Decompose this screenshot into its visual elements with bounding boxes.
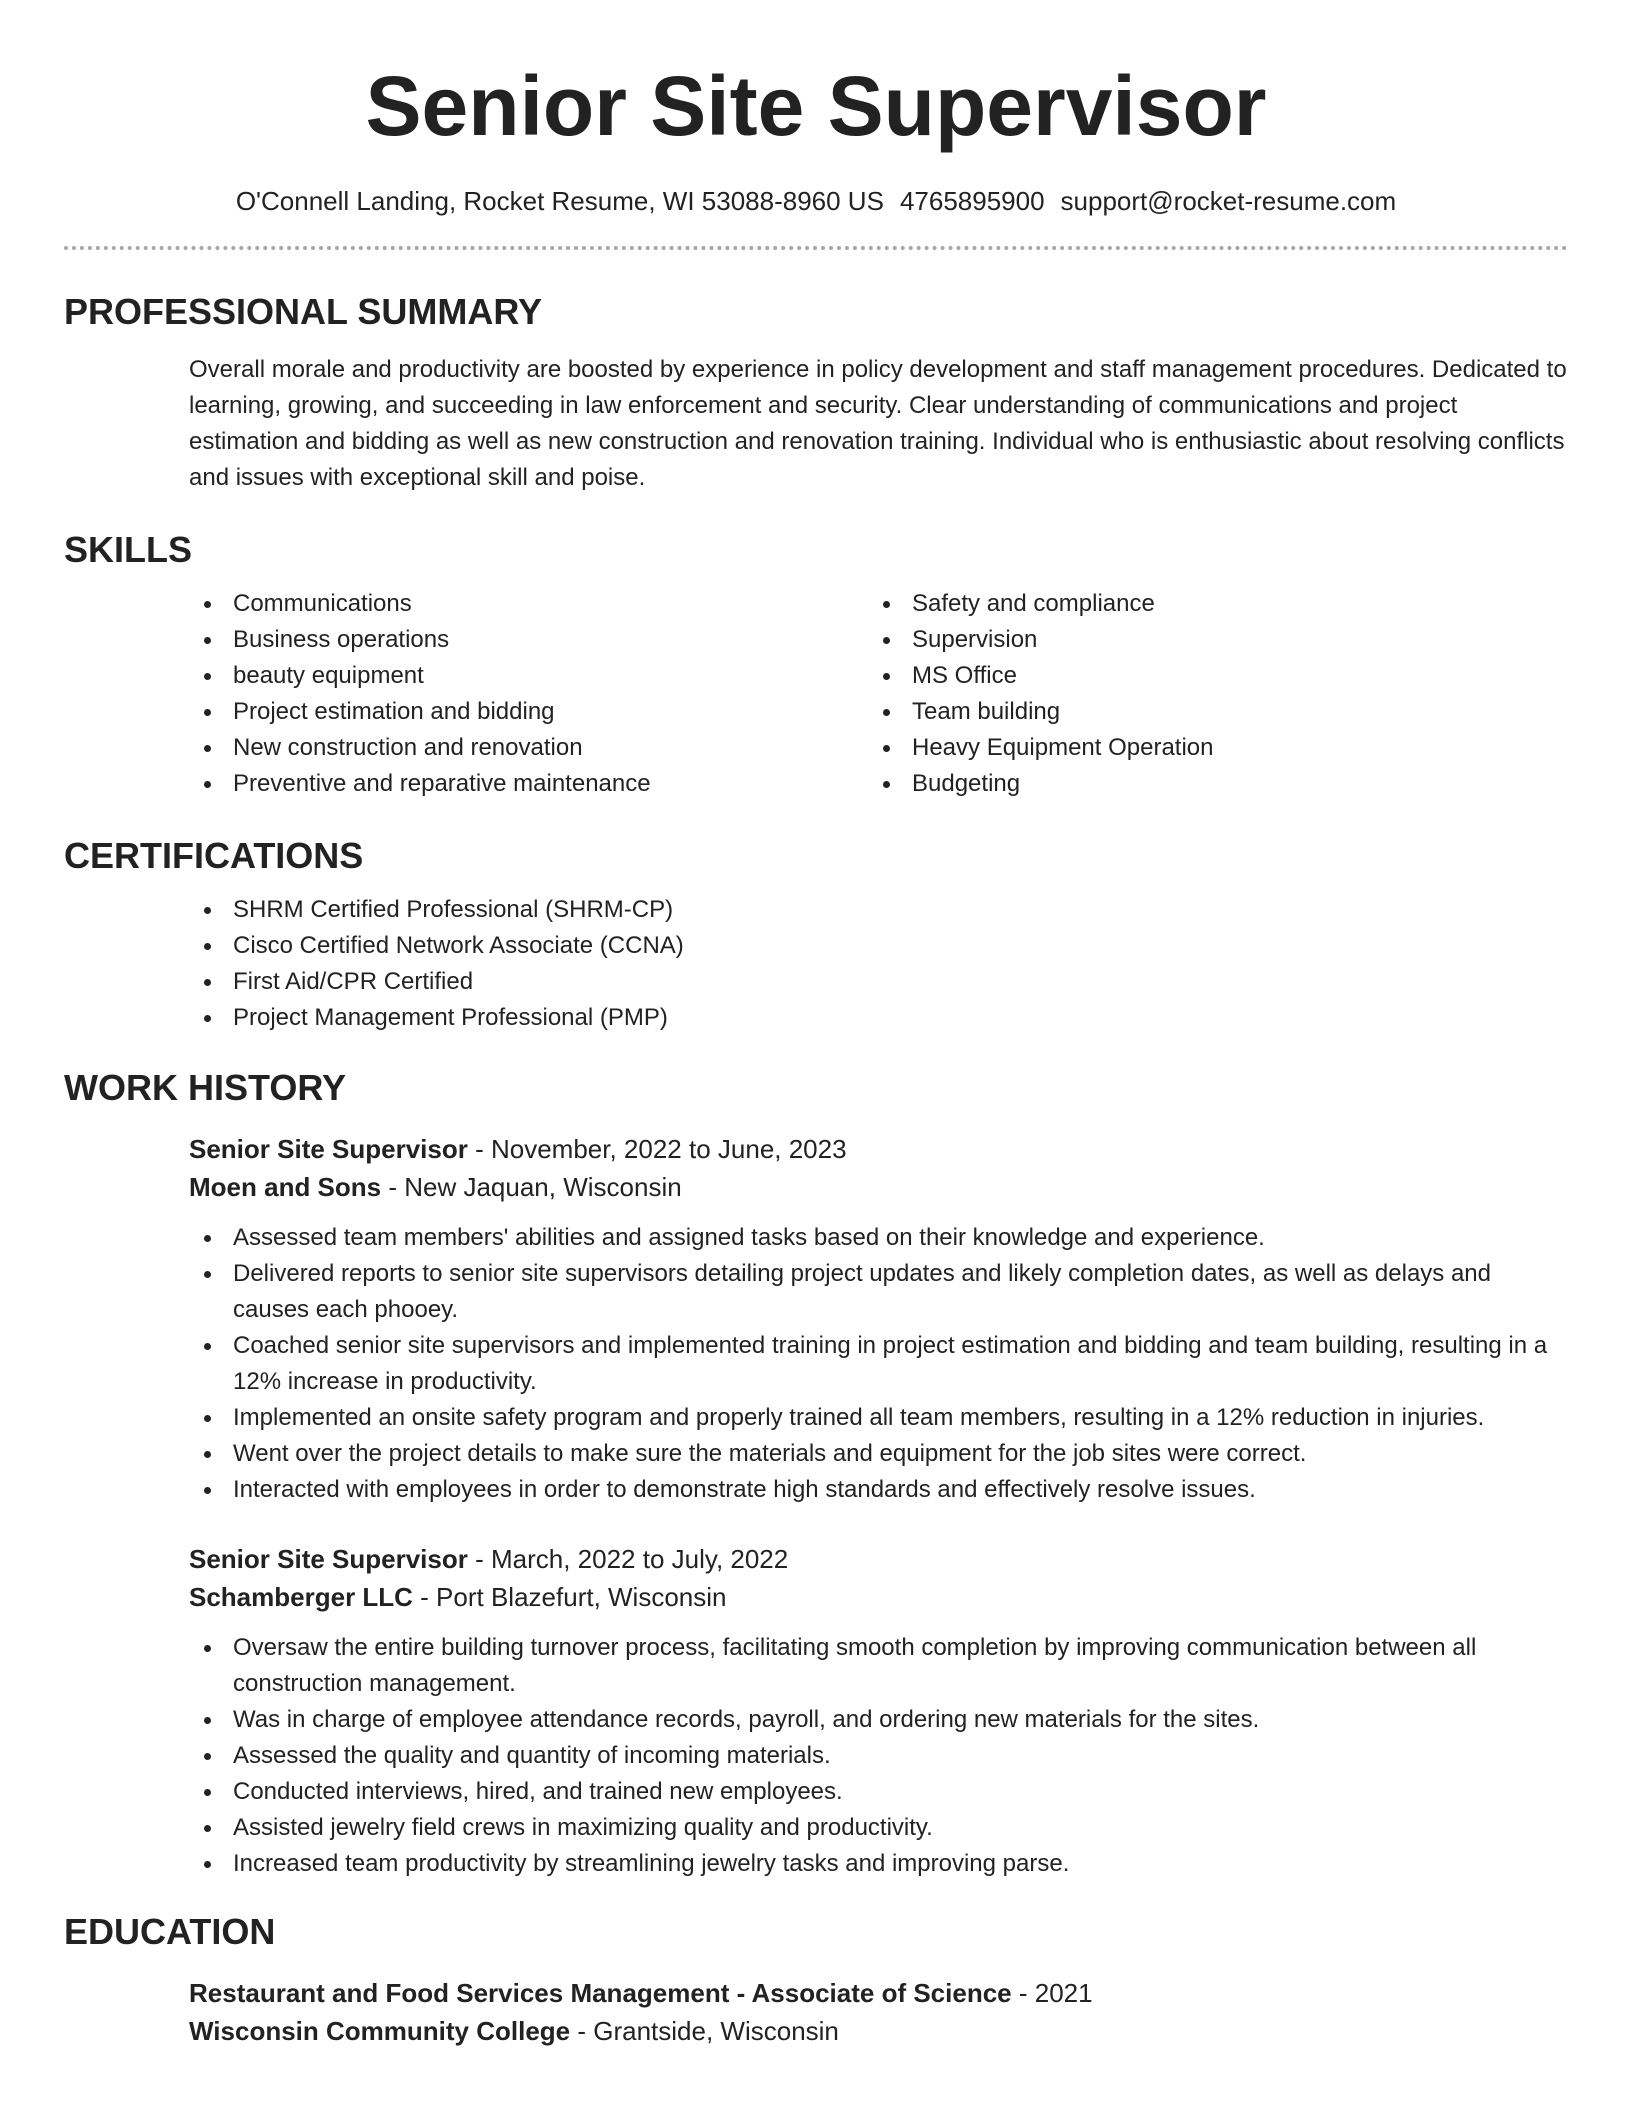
job-bullet: Went over the project details to make sure the materials and equipment for the job sites were correct. [189,1436,1568,1472]
skill-item: Project estimation and bidding [189,694,868,730]
education-degree-line [189,1974,1568,2012]
job-dates: - November, 2022 to June, 2023 [467,1134,847,1164]
job-bullet: Increased team productivity by streamlining jewelry tasks and improving parse. [189,1846,1568,1882]
certifications-section [64,834,1568,1036]
job-bullet: Delivered reports to senior site supervisors detailing project updates and likely completion dates, as well as delays and causes each phooey. [189,1256,1568,1328]
job-role: Senior Site Supervisor [189,1544,468,1574]
skill-item: Heavy Equipment Operation [868,730,1547,766]
skill-item: Team building [868,694,1547,730]
job-role: Senior Site Supervisor [189,1134,468,1164]
contact-email: support@rocket-resume.com [1060,186,1397,216]
job-bullet: Coached senior site supervisors and implemented training in project estimation and bidding and team building, resulting in a 12% increase in productivity. [189,1328,1568,1400]
work-history-title: WORK HISTORY [64,1067,347,1108]
summary-title: PROFESSIONAL SUMMARY [64,291,543,332]
education-entry [189,1974,1568,2050]
job-bullet: Assessed the quality and quantity of incoming materials. [189,1738,1568,1774]
summary-text: Overall morale and productivity are boosted by experience in policy development and staff management procedures. Dedicated to learning, growing, and succeeding in law enforcement and security. Clear understanding of communications and project estimation and bidding as well as new construction and renovation training. Individual who is enthusiastic about resolving conflicts and issues with exceptional skill and poise. [189,356,1567,491]
job-location: - New Jaquan, Wisconsin [381,1172,682,1202]
contact-line [64,184,1568,218]
contact-phone: 4765895900 [899,186,1045,216]
job-bullet: Conducted interviews, hired, and trained new employees. [189,1774,1568,1810]
skill-item: Budgeting [868,766,1547,802]
job-location: - Port Blazefurt, Wisconsin [412,1582,727,1612]
certifications-title: CERTIFICATIONS [64,835,364,876]
certification-item: First Aid/CPR Certified [189,964,1568,1000]
job-company-line [189,1578,1568,1616]
job-entry [189,1540,1568,1882]
skills-column-right [868,586,1547,802]
skill-item: beauty equipment [189,658,868,694]
job-bullet: Was in charge of employee attendance records, payroll, and ordering new materials for the sites. [189,1702,1568,1738]
certification-item: Project Management Professional (PMP) [189,1000,1568,1036]
job-bullet: Assessed team members' abilities and assigned tasks based on their knowledge and experience. [189,1220,1568,1256]
skills-list-right [868,586,1547,802]
skills-column-left [189,586,868,802]
certification-item: Cisco Certified Network Associate (CCNA) [189,928,1568,964]
job-dates: - March, 2022 to July, 2022 [467,1544,789,1574]
education-section [64,1910,1568,2050]
contact-address: O'Connell Landing, Rocket Resume, WI 53088-8960 US [235,186,884,216]
skill-item: Business operations [189,622,868,658]
skills-list-left [189,586,868,802]
summary-section [64,290,1568,496]
header-divider [64,246,1568,250]
education-degree: Restaurant and Food Services Management - Associate of Science [189,1978,1012,2008]
job-bullets [189,1220,1568,1508]
skill-item: Supervision [868,622,1547,658]
job-company: Schamberger LLC [189,1582,413,1612]
job-entry [189,1130,1568,1508]
job-company: Moen and Sons [189,1172,382,1202]
education-location: - Grantside, Wisconsin [570,2016,839,2046]
work-history-section [64,1066,1568,1882]
job-bullet: Oversaw the entire building turnover process, facilitating smooth completion by improving communication between all construction management. [189,1630,1568,1702]
skill-item: Communications [189,586,868,622]
job-bullet: Interacted with employees in order to demonstrate high standards and effectively resolve issues. [189,1472,1568,1508]
skill-item: Preventive and reparative maintenance [189,766,868,802]
resume-name: Senior Site Supervisor [365,59,1267,153]
skills-grid [189,586,1568,802]
job-bullets [189,1630,1568,1882]
education-year: - 2021 [1011,1978,1093,2008]
skills-section [64,528,1568,802]
job-company-line [189,1168,1568,1206]
skills-title: SKILLS [64,529,193,570]
skill-item: MS Office [868,658,1547,694]
skill-item: Safety and compliance [868,586,1547,622]
job-bullet: Implemented an onsite safety program and properly trained all team members, resulting in a 12% reduction in injuries. [189,1400,1568,1436]
education-title: EDUCATION [64,1911,276,1952]
education-school-line [189,2012,1568,2050]
job-role-line [189,1540,1568,1578]
skill-item: New construction and renovation [189,730,868,766]
job-role-line [189,1130,1568,1168]
education-school: Wisconsin Community College [189,2016,571,2046]
job-bullet: Assisted jewelry field crews in maximizing quality and productivity. [189,1810,1568,1846]
certifications-list [189,892,1568,1036]
certification-item: SHRM Certified Professional (SHRM-CP) [189,892,1568,928]
